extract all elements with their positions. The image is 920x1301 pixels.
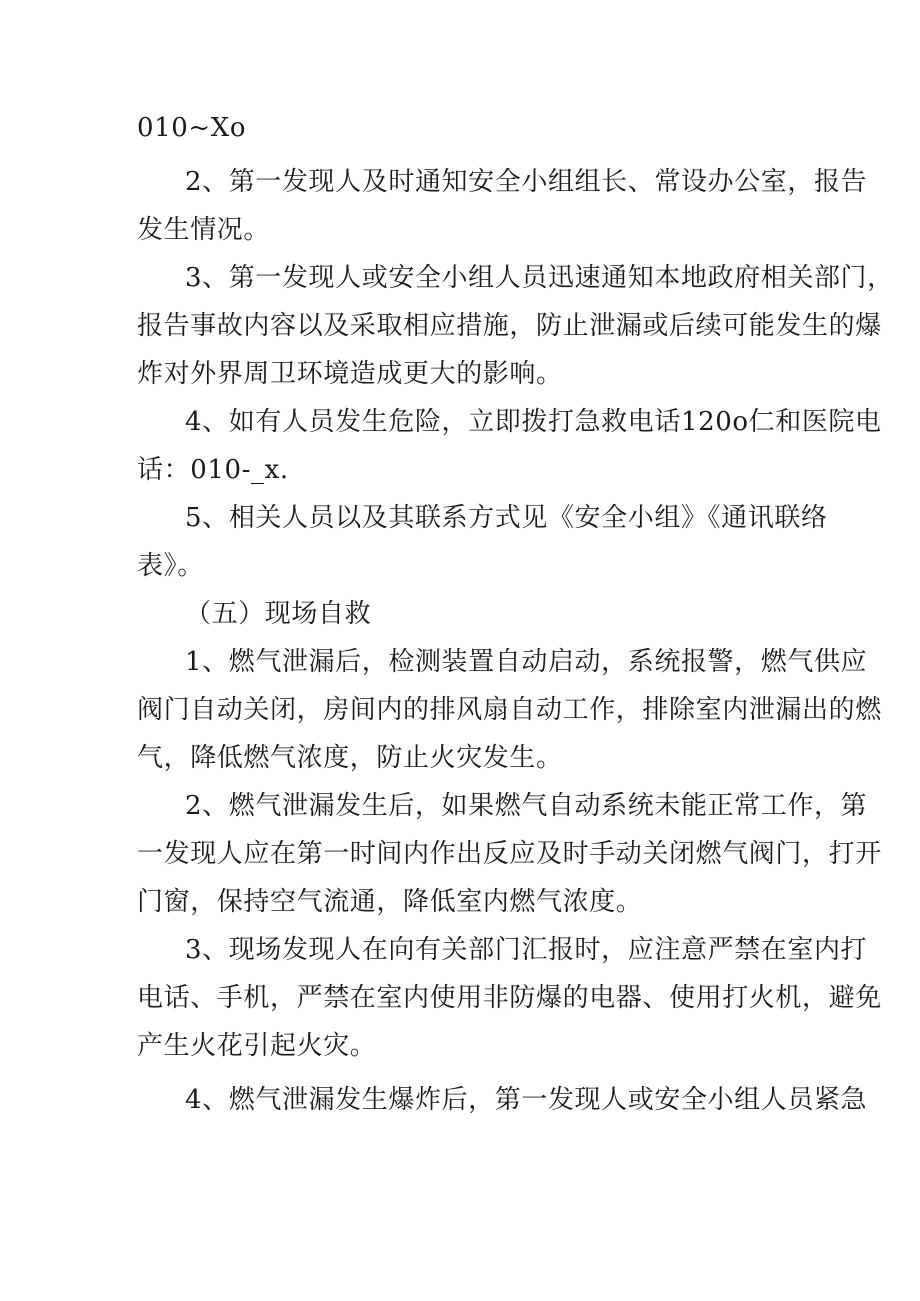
text-line: 气，降低燃气浓度，防止火灾发生。: [137, 743, 563, 773]
text-line: 4、如有人员发生危险，立即拨打急救电话120o仁和医院电: [185, 407, 882, 437]
text-line: 电话、手机，严禁在室内使用非防爆的电器、使用打火机，避免: [137, 983, 882, 1013]
text-line: 话：010-_x.: [137, 455, 289, 485]
text-line: 2、第一发现人及时通知安全小组组长、常设办公室，报告: [185, 167, 868, 197]
text-line: 010~Xo: [137, 113, 247, 143]
text-line: 阀门自动关闭，房间内的排风扇自动工作，排除室内泄漏出的燃: [137, 695, 882, 725]
text-line: 3、现场发现人在向有关部门汇报时，应注意严禁在室内打: [185, 935, 868, 965]
text-line: 3、第一发现人或安全小组人员迅速通知本地政府相关部门，: [185, 263, 894, 293]
text-line: 一发现人应在第一时间内作出反应及时手动关闭燃气阀门，打开: [137, 839, 882, 869]
text-line: 产生火花引起火灾。: [137, 1031, 377, 1061]
section-heading: （五）现场自救: [185, 599, 372, 629]
text-line: 5、相关人员以及其联系方式见《安全小组》《通讯联络: [185, 503, 828, 533]
text-line: 表》。: [137, 551, 204, 581]
text-line: 报告事故内容以及采取相应措施，防止泄漏或后续可能发生的爆: [137, 311, 882, 341]
text-line: 1、燃气泄漏后，检测装置自动启动，系统报警，燃气供应: [185, 647, 868, 677]
text-line: 门窗，保持空气流通，降低室内燃气浓度。: [137, 887, 643, 917]
text-line: 炸对外界周卫环境造成更大的影响。: [137, 359, 563, 389]
text-line: 发生情况。: [137, 215, 271, 245]
text-line: 4、燃气泄漏发生爆炸后，第一发现人或安全小组人员紧急: [185, 1085, 868, 1115]
text-line: 2、燃气泄漏发生后，如果燃气自动系统未能正常工作，第: [185, 791, 868, 821]
